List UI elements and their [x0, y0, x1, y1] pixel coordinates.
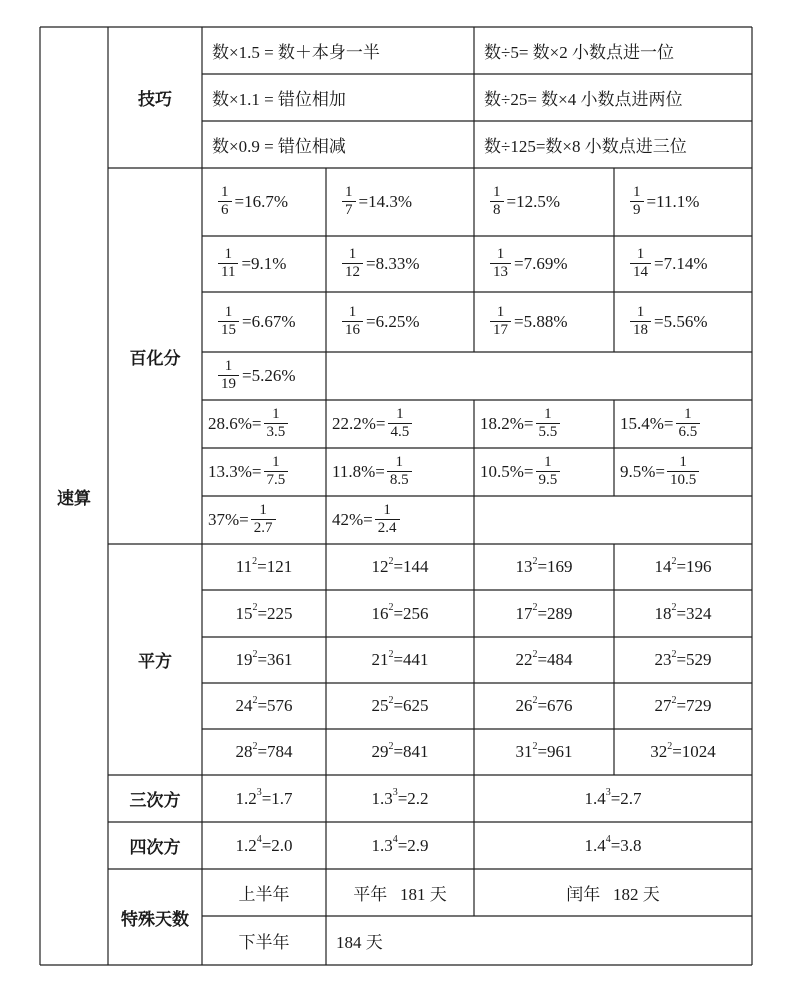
reciprocal-fraction	[218, 359, 239, 393]
percent-fraction-cell	[202, 496, 326, 544]
percent-value: 42%=	[332, 510, 373, 529]
fraction-denominator: 3.5	[264, 423, 289, 441]
fourth-power-cell	[326, 822, 474, 869]
square-cell	[202, 544, 326, 590]
power-exponent: 2	[252, 694, 258, 706]
fraction-denominator: 8	[490, 201, 504, 219]
power-exponent: 2	[532, 555, 538, 567]
fraction-numerator: 1	[496, 246, 505, 263]
fraction-numerator: 1	[224, 246, 232, 263]
power-base: 29	[371, 742, 389, 761]
square-cell	[326, 590, 474, 637]
square-cell	[474, 544, 614, 590]
power-value: =256	[393, 603, 429, 623]
fraction-numerator: 1	[348, 304, 357, 321]
percent-fraction	[387, 455, 412, 489]
power-base: 22	[515, 650, 533, 669]
reciprocal-percent: =6.67%	[242, 312, 296, 331]
fraction-numerator: 1	[493, 184, 501, 201]
days-normal-year: 平年 181 天	[353, 885, 447, 904]
power-exponent: 2	[671, 555, 677, 567]
power-exponent: 4	[605, 834, 611, 845]
power-value: =484	[537, 650, 573, 669]
power-exponent: 2	[252, 648, 258, 660]
power-value: =841	[393, 742, 429, 761]
fraction-denominator: 19	[218, 375, 239, 393]
reciprocal-fraction	[630, 305, 651, 339]
fraction-denominator: 9	[630, 201, 644, 219]
percent-value: 10.5%=	[480, 462, 534, 481]
power-exponent: 3	[392, 787, 398, 798]
power-base: 1.4	[584, 788, 606, 808]
fraction-denominator: 6	[218, 201, 232, 219]
percent-fraction	[667, 455, 699, 489]
fraction-numerator: 1	[224, 358, 233, 375]
reciprocal-percent: =5.88%	[514, 312, 568, 331]
fraction-numerator: 1	[496, 304, 505, 321]
power-value: =196	[676, 557, 712, 576]
percent-fraction	[536, 407, 561, 441]
power-exponent: 4	[392, 834, 398, 845]
square-cell	[326, 637, 474, 683]
power-base: 18	[654, 603, 672, 623]
fraction-numerator: 1	[679, 454, 687, 471]
fourth-power-cell	[202, 822, 326, 869]
reciprocal-cell	[202, 168, 326, 236]
power-value: =289	[537, 603, 573, 623]
power-base: 17	[515, 603, 533, 623]
reciprocal-fraction	[342, 247, 363, 281]
category-percent: 百化分	[129, 348, 181, 369]
fraction-numerator: 1	[396, 406, 404, 423]
power-value: =441	[393, 650, 429, 669]
fraction-numerator: 1	[544, 454, 552, 471]
reciprocal-fraction	[218, 305, 239, 339]
fraction-numerator: 1	[348, 246, 357, 263]
fraction-numerator: 1	[345, 184, 353, 201]
power-base: 1.3	[371, 835, 393, 855]
percent-fraction	[676, 407, 701, 441]
days-leap-year: 闰年 182 天	[566, 885, 660, 904]
power-base: 11	[235, 557, 253, 576]
trick-divide-5: 数÷5= 数×2 小数点进一位	[484, 43, 675, 62]
square-cell	[614, 544, 752, 590]
reciprocal-fraction	[342, 305, 363, 339]
power-base: 28	[235, 742, 253, 761]
percent-value: 22.2%=	[332, 414, 386, 433]
fraction-denominator: 6.5	[676, 423, 701, 441]
percent-fraction	[388, 407, 413, 441]
power-value: =121	[257, 557, 293, 576]
power-value: =1024	[672, 742, 716, 761]
fraction-numerator: 1	[633, 184, 641, 201]
square-cell	[326, 729, 474, 775]
power-base: 13	[515, 557, 533, 576]
percent-fraction	[375, 503, 400, 537]
square-cell	[326, 544, 474, 590]
percent-fraction-cell	[202, 400, 326, 448]
percent-fraction-cell	[474, 400, 614, 448]
percent-fraction-cell	[474, 448, 614, 496]
power-value: =225	[257, 603, 293, 623]
power-exponent: 2	[532, 602, 538, 613]
power-base: 26	[515, 696, 533, 715]
category-days: 特殊天数	[121, 909, 189, 930]
days-second-half: 下半年	[238, 933, 290, 952]
square-cell	[474, 683, 614, 729]
power-value: =3.8	[610, 835, 642, 855]
power-exponent: 2	[388, 694, 394, 706]
power-value: =529	[676, 650, 712, 669]
fraction-numerator: 1	[383, 502, 391, 519]
power-exponent: 3	[605, 787, 611, 798]
power-exponent: 2	[671, 694, 677, 706]
fourth-power-cell	[474, 822, 752, 869]
power-base: 24	[235, 696, 253, 715]
power-exponent: 2	[388, 555, 394, 567]
fraction-numerator: 1	[636, 304, 645, 321]
power-base: 1.2	[235, 788, 257, 808]
fraction-numerator: 1	[544, 406, 552, 423]
fraction-denominator: 13	[490, 263, 511, 281]
fraction-denominator: 8.5	[387, 471, 412, 489]
reciprocal-cell	[614, 292, 752, 352]
square-cell	[326, 683, 474, 729]
trick-divide-25: 数÷25= 数×4 小数点进两位	[484, 90, 683, 109]
percent-fraction-cell	[614, 400, 752, 448]
fraction-denominator: 14	[630, 263, 651, 281]
power-value: =144	[393, 557, 429, 576]
power-base: 12	[371, 557, 389, 576]
percent-fraction	[536, 455, 561, 489]
fraction-numerator: 1	[221, 184, 229, 201]
fraction-denominator: 2.4	[375, 519, 400, 537]
trick-multiply-0-9: 数×0.9 = 错位相减	[212, 137, 346, 156]
power-value: =1.7	[261, 788, 293, 808]
power-value: =169	[537, 557, 573, 576]
reciprocal-cell	[614, 236, 752, 292]
percent-fraction-cell	[202, 448, 326, 496]
reciprocal-percent: =6.25%	[366, 312, 420, 331]
percent-value: 15.4%=	[620, 414, 674, 433]
percent-value: 18.2%=	[480, 414, 534, 433]
square-cell	[202, 590, 326, 637]
reciprocal-percent: =9.1%	[241, 254, 287, 273]
power-base: 19	[235, 650, 253, 669]
percent-value: 13.3%=	[208, 462, 262, 481]
fraction-denominator: 7.5	[264, 471, 289, 489]
power-value: =625	[393, 696, 429, 715]
power-value: =324	[676, 603, 712, 623]
percent-fraction-cell	[326, 448, 474, 496]
reciprocal-percent: =14.3%	[358, 192, 412, 211]
power-base: 1.3	[371, 788, 393, 808]
square-cell	[614, 683, 752, 729]
percent-value: 9.5%=	[620, 462, 665, 481]
reciprocal-percent: =12.5%	[506, 192, 560, 211]
power-value: =676	[537, 696, 573, 715]
power-base: 32	[650, 742, 668, 761]
fraction-numerator: 1	[272, 454, 280, 471]
fraction-denominator: 18	[630, 321, 651, 339]
fraction-denominator: 17	[490, 321, 511, 339]
power-base: 23	[654, 650, 672, 669]
power-exponent: 2	[532, 648, 538, 660]
fraction-numerator: 1	[224, 304, 233, 321]
reciprocal-fraction	[218, 247, 238, 281]
power-base: 25	[371, 696, 389, 715]
reciprocal-cell	[202, 292, 326, 352]
reciprocal-cell	[326, 292, 474, 352]
power-exponent: 2	[532, 694, 538, 706]
category-fourth: 四次方	[129, 838, 181, 858]
trick-multiply-1-5: 数×1.5 = 数＋本身一半	[212, 43, 380, 62]
reciprocal-fraction	[630, 247, 651, 281]
power-exponent: 2	[252, 740, 258, 752]
fraction-denominator: 5.5	[536, 423, 561, 441]
category-main: 速算	[57, 488, 91, 509]
percent-value: 37%=	[208, 510, 249, 529]
power-exponent: 2	[252, 555, 258, 567]
power-exponent: 4	[256, 834, 262, 845]
fraction-numerator: 1	[259, 502, 267, 519]
fraction-denominator: 2.7	[251, 519, 276, 537]
power-value: =361	[257, 650, 293, 669]
power-value: =576	[257, 696, 293, 715]
percent-fraction	[264, 455, 289, 489]
trick-divide-125: 数÷125=数×8 小数点进三位	[484, 137, 687, 156]
fraction-denominator: 12	[342, 263, 363, 281]
reciprocal-cell	[474, 236, 614, 292]
fraction-denominator: 15	[218, 321, 239, 339]
cube-cell	[202, 775, 326, 822]
power-exponent: 2	[667, 740, 673, 752]
power-value: =2.9	[397, 835, 429, 855]
reciprocal-cell	[474, 168, 614, 236]
power-value: =729	[676, 696, 712, 715]
reciprocal-fraction	[218, 185, 232, 219]
square-cell	[614, 637, 752, 683]
square-cell	[202, 683, 326, 729]
percent-fraction	[264, 407, 289, 441]
power-base: 1.4	[584, 835, 606, 855]
power-exponent: 2	[671, 602, 677, 613]
reciprocal-percent: =5.26%	[242, 366, 296, 385]
reciprocal-fraction	[342, 185, 356, 219]
cube-cell	[326, 775, 474, 822]
reciprocal-fraction	[490, 185, 504, 219]
reciprocal-cell	[326, 168, 474, 236]
reciprocal-cell	[326, 236, 474, 292]
reciprocal-percent: =11.1%	[646, 192, 700, 211]
reciprocal-percent: =16.7%	[234, 192, 288, 211]
power-exponent: 2	[252, 602, 258, 613]
power-exponent: 2	[388, 602, 394, 613]
square-cell	[474, 729, 614, 775]
power-base: 1.2	[235, 835, 257, 855]
reciprocal-cell	[614, 168, 752, 236]
power-base: 15	[235, 603, 253, 623]
fraction-denominator: 7	[342, 201, 356, 219]
fraction-denominator: 16	[342, 321, 363, 339]
trick-multiply-1-1: 数×1.1 = 错位相加	[212, 90, 346, 109]
power-value: =2.0	[261, 835, 293, 855]
square-cell	[614, 590, 752, 637]
power-exponent: 2	[532, 740, 538, 752]
reciprocal-fraction	[490, 305, 511, 339]
fraction-denominator: 4.5	[388, 423, 413, 441]
fraction-denominator: 9.5	[536, 471, 561, 489]
reciprocal-fraction	[630, 185, 644, 219]
fraction-denominator: 10.5	[667, 471, 699, 489]
power-base: 31	[515, 742, 533, 761]
category-tricks: 技巧	[138, 90, 172, 110]
category-cubes: 三次方	[129, 791, 181, 811]
category-squares: 平方	[138, 652, 172, 672]
reciprocal-percent: =5.56%	[654, 312, 708, 331]
percent-value: 28.6%=	[208, 414, 262, 433]
reciprocal-percent: =7.69%	[514, 254, 568, 273]
percent-fraction-cell	[326, 400, 474, 448]
percent-fraction-cell	[614, 448, 752, 496]
power-base: 21	[371, 650, 389, 669]
power-value: =2.2	[397, 788, 429, 808]
power-exponent: 2	[388, 648, 394, 660]
reciprocal-cell	[202, 236, 326, 292]
square-cell	[474, 637, 614, 683]
fraction-numerator: 1	[636, 246, 645, 263]
power-base: 14	[654, 557, 672, 576]
power-base: 27	[654, 696, 672, 715]
reciprocal-cell	[474, 292, 614, 352]
fraction-numerator: 1	[395, 454, 403, 471]
days-first-half: 上半年	[238, 885, 290, 904]
reciprocal-cell	[202, 352, 326, 400]
reciprocal-percent: =8.33%	[366, 254, 420, 273]
fraction-denominator: 11	[218, 263, 238, 281]
fraction-numerator: 1	[272, 406, 280, 423]
power-base: 16	[371, 603, 389, 623]
power-value: =961	[537, 742, 573, 761]
power-exponent: 3	[256, 787, 262, 798]
percent-fraction-cell	[326, 496, 474, 544]
days-second-half-count: 184 天	[336, 933, 383, 952]
square-cell	[474, 590, 614, 637]
cube-cell	[474, 775, 752, 822]
reciprocal-percent: =7.14%	[654, 254, 708, 273]
power-exponent: 2	[671, 648, 677, 660]
percent-fraction	[251, 503, 276, 537]
power-value: =784	[257, 742, 293, 761]
square-cell	[202, 637, 326, 683]
square-cell	[202, 729, 326, 775]
power-value: =2.7	[610, 788, 642, 808]
fraction-numerator: 1	[684, 406, 692, 423]
square-cell	[614, 729, 752, 775]
power-exponent: 2	[388, 740, 394, 752]
reciprocal-fraction	[490, 247, 511, 281]
percent-value: 11.8%=	[332, 462, 385, 481]
